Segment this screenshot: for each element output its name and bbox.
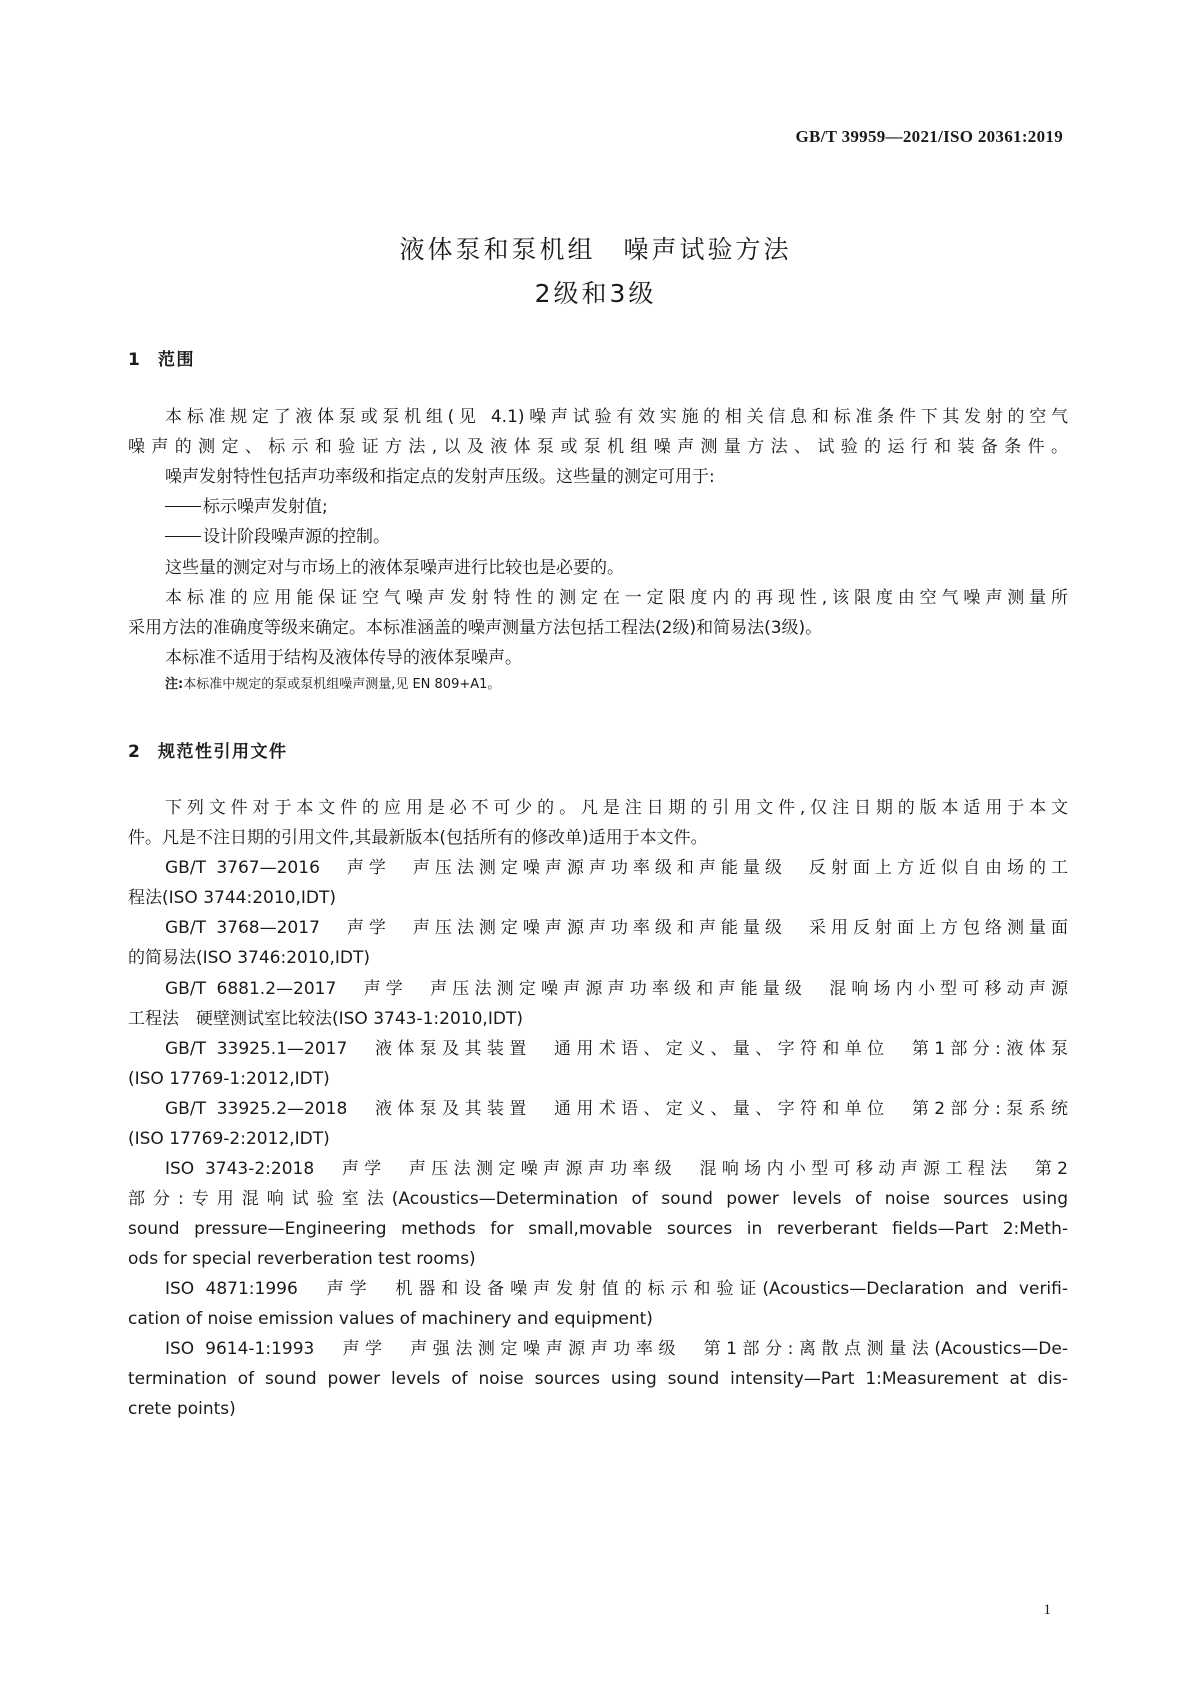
reference-line: 程法(ISO 3744:2010,IDT) <box>128 888 337 908</box>
document-title: 液体泵和泵机组 噪声试验方法 <box>399 235 792 264</box>
reference-line: ISO 9614-1:1993 声学 声强法测定噪声源声功率级 第1部分:离散点测量法(Acoustics—De- <box>165 1339 1068 1359</box>
list-item: 标示噪声发射值; <box>165 495 328 519</box>
reference-line: ods for special reverberation test rooms) <box>128 1249 476 1269</box>
reference-line: GB/T 3768—2017 声学 声压法测定噪声源声功率级和声能量级 采用反射面上方包络测量面 <box>165 918 1068 938</box>
paragraph-line: 噪声的测定、标示和验证方法,以及液体泵或泵机组噪声测量方法、试验的运行和装备条件。 <box>128 437 1068 457</box>
reference-line: crete points) <box>128 1399 236 1419</box>
section-2-title: 规范性引用文件 <box>158 742 288 762</box>
dash-icon <box>165 536 201 537</box>
paragraph-line: 噪声发射特性包括声功率级和指定点的发射声压级。这些量的测定可用于: <box>165 467 715 487</box>
reference-line: ISO 4871:1996 声学 机器和设备噪声发射值的标示和验证(Acoustics—Declaration and verifi- <box>165 1279 1068 1299</box>
paragraph-line: 下列文件对于本文件的应用是必不可少的。凡是注日期的引用文件,仅注日期的版本适用于本文 <box>165 798 1068 818</box>
reference-line: ISO 3743-2:2018 声学 声压法测定噪声源声功率级 混响场内小型可移动声源工程法 第2 <box>165 1159 1068 1179</box>
reference-line: GB/T 33925.2—2018 液体泵及其装置 通用术语、定义、量、字符和单位 第2部分:泵系统 <box>165 1099 1068 1119</box>
reference-line: GB/T 6881.2—2017 声学 声压法测定噪声源声功率级和声能量级 混响场内小型可移动声源 <box>165 979 1068 999</box>
page-number: 1 <box>1043 1602 1051 1618</box>
dash-icon <box>165 506 201 507</box>
list-item: 设计阶段噪声源的控制。 <box>165 525 390 549</box>
reference-line: 的简易法(ISO 3746:2010,IDT) <box>128 948 371 968</box>
document-number: GB/T 39959—2021/ISO 20361:2019 <box>795 127 1063 146</box>
reference-line: 工程法 硬壁测试室比较法(ISO 3743-1:2010,IDT) <box>128 1009 523 1029</box>
section-1-heading <box>128 345 195 370</box>
reference-line: GB/T 3767—2016 声学 声压法测定噪声源声功率级和声能量级 反射面上方近似自由场的工 <box>165 858 1068 878</box>
paragraph-line: 这些量的测定对与市场上的液体泵噪声进行比较也是必要的。 <box>165 558 624 578</box>
note-label: 注: <box>165 677 184 692</box>
reference-line: sound pressure—Engineering methods for small,movable sources in reverberant fields—Part 2:Meth- <box>128 1219 1068 1239</box>
reference-line: termination of sound power levels of noise sources using sound intensity—Part 1:Measurement at dis- <box>128 1369 1068 1389</box>
document-subtitle: 2级和3级 <box>534 279 657 308</box>
section-2-number: 2 <box>128 742 142 762</box>
reference-line: cation of noise emission values of machinery and equipment) <box>128 1309 653 1329</box>
section-2-heading <box>128 737 288 762</box>
reference-line: (ISO 17769-1:2012,IDT) <box>128 1069 330 1089</box>
paragraph-line: 件。凡是不注日期的引用文件,其最新版本(包括所有的修改单)适用于本文件。 <box>128 828 708 848</box>
reference-line: (ISO 17769-2:2012,IDT) <box>128 1129 330 1149</box>
paragraph-line: 本标准规定了液体泵或泵机组(见 4.1)噪声试验有效实施的相关信息和标准条件下其发射的空气 <box>165 407 1068 427</box>
reference-line: 部分:专用混响试验室法(Acoustics—Determination of sound power levels of noise sources using <box>128 1189 1068 1209</box>
section-1-title: 范围 <box>158 350 195 370</box>
paragraph-line: 本标准的应用能保证空气噪声发射特性的测定在一定限度内的再现性,该限度由空气噪声测量所 <box>165 588 1068 608</box>
section-1-number: 1 <box>128 350 142 370</box>
reference-line: GB/T 33925.1—2017 液体泵及其装置 通用术语、定义、量、字符和单位 第1部分:液体泵 <box>165 1039 1068 1059</box>
note <box>165 673 500 697</box>
paragraph-line: 采用方法的准确度等级来确定。本标准涵盖的噪声测量方法包括工程法(2级)和简易法(3级)。 <box>128 618 823 638</box>
note-text: 本标准中规定的泵或泵机组噪声测量,见 EN 809+A1。 <box>183 677 501 692</box>
paragraph-line: 本标准不适用于结构及液体传导的液体泵噪声。 <box>165 648 522 668</box>
